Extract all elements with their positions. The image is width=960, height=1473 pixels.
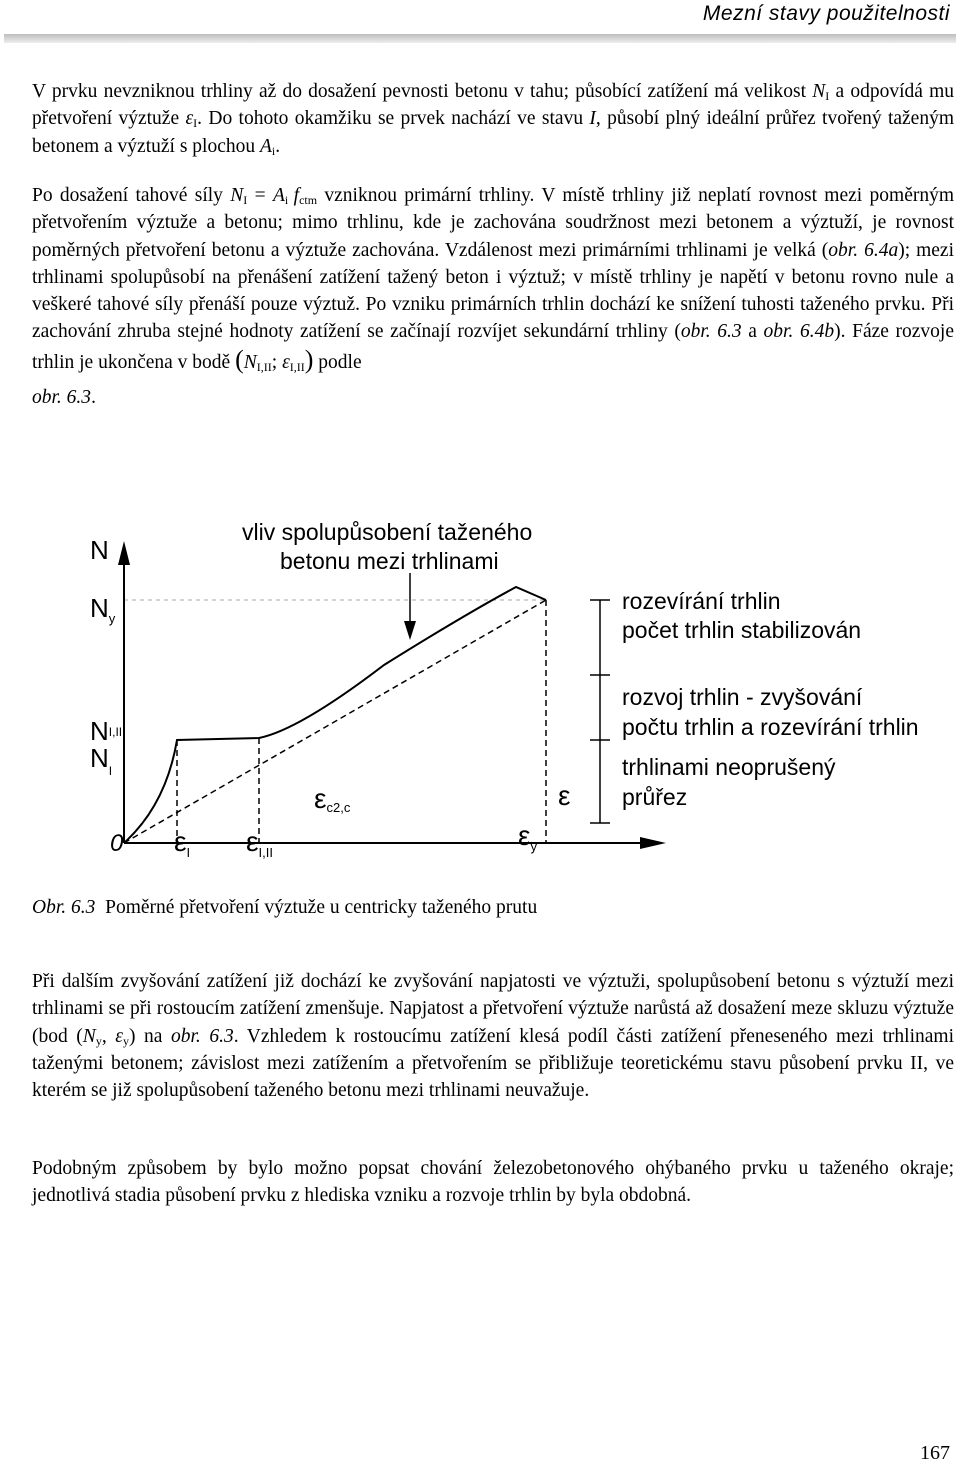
top-annotation-line2: betonu mezi trhlinami: [280, 548, 499, 574]
zone2-line2: počtu trhlin a rozevírání trhlin: [622, 714, 919, 740]
zone3-line1: trhlinami neoprušený: [622, 754, 836, 780]
y-axis-label: N: [90, 535, 109, 565]
header-rule: [4, 34, 956, 43]
paragraph-2: Po dosažení tahové síly $N_I = A_i$ $f_{ctm}$ vzniknou primární trhliny. V místě trhliny již neplatí rovnost mezi poměrným přetvořením výztuže a betonu; mimo trhlinu, kde je zachována soudržnost mezi betonem a výztuží, je rovnost poměrných přetvoření betonu a výztuže zachována. Vzdálenost mezi primárními trhlinami je velká (obr. 6.4a); mezi trhlinami spolupůsobí na přenášení zatížení tažený beton i výztuž; v místě trhliny je napětí v betonu rovno nule a veškeré tahové síly přenáší pouze výztuž. Po vzniku primárních trhlin dochází ke snížení tuhosti taženého prvku. Při zachování zhruba stejné hodnoty zatížení se začínají rozvíjet sekundární trhliny (obr. 6.3 a obr. 6.4b). Fáze rozvoje trhlin je ukončena v bodě ($N_{I,II}$; $\varepsilon_{I,II}$) podle obr. 6.3.: [32, 185, 955, 409]
zone1-line1: rozevírání trhlin: [622, 588, 781, 614]
zone1-line2: počet trhlin stabilizován: [622, 617, 862, 643]
figure-caption-label: Obr. 6.3: [32, 897, 96, 918]
paragraph-1: V prvku nevzniknou trhliny až do dosažení pevnosti betonu v tahu; působící zatížení má velikost $N_I$ a odpovídá mu přetvoření výztuže $\varepsilon_I$. Do tohoto okamžiku se prvek nachází ve stavu I, působí plný ideální průřez tvořený taženým betonem a výztuží s plochou $A_i$.: [32, 81, 955, 158]
epsc2-label: εc2,c: [314, 783, 351, 815]
y-axis-arrow: [118, 541, 130, 565]
paragraph-3: Při dalším zvyšování zatížení již dochází ke zvyšování napjatosti ve výztuži, spolupůsobení betonu s výztuží mezi trhlinami se při rostoucím zatížení zmenšuje. Napjatost a přetvoření výztuže narůstá až dosažení meze skluzu výztuže (bod ($N_y$, $\varepsilon_y$) na obr. 6.3. Vzhledem k rostoucímu zatížení klesá podíl části zatížení přeneseného mezi trhlinami taženými betonem; závislost mezi zatížením a přetvořením se přibližuje teoretickému stavu působení prvku II, ve kterém se již spolupůsobení taženého betonu mezi trhlinami neuvažuje.: [32, 971, 954, 1102]
strain-diagram: [84, 505, 944, 865]
zone3-line2: průřez: [622, 784, 688, 810]
n1-label: $N_I$: [90, 743, 113, 778]
eps12-label: $\varepsilon_{I,II}$: [246, 826, 273, 860]
origin-label: 0: [110, 830, 124, 857]
top-annotation-line1: vliv spolupůsobení taženého: [242, 519, 533, 545]
eps1-label: $\varepsilon_I$: [174, 826, 191, 860]
running-header: Mezní stavy použitelnosti: [702, 2, 950, 25]
paragraph-4: Podobným způsobem by bylo možno popsat chování železobetonového ohýbaného prvku u taženého okraje; jednotlivá stadia působení prvku z hlediska vzniku a rozvoje trhlin by byla obdobná.: [32, 1158, 954, 1207]
x-axis-label: ε: [558, 780, 571, 811]
figure-caption-text: Poměrné přetvoření výztuže u centricky taženého prutu: [105, 897, 538, 918]
page-number: 167: [920, 1442, 950, 1464]
n12-label: NI,II: [90, 716, 123, 746]
epsy-label: $\varepsilon_y$: [518, 820, 537, 854]
ny-label: $N_y$: [90, 593, 116, 626]
figure-caption: [32, 897, 537, 919]
annotation-arrow-head: [404, 621, 416, 640]
zone2-line1: rozvoj trhlin - zvyšování: [622, 684, 863, 710]
x-axis-arrow: [640, 837, 666, 849]
